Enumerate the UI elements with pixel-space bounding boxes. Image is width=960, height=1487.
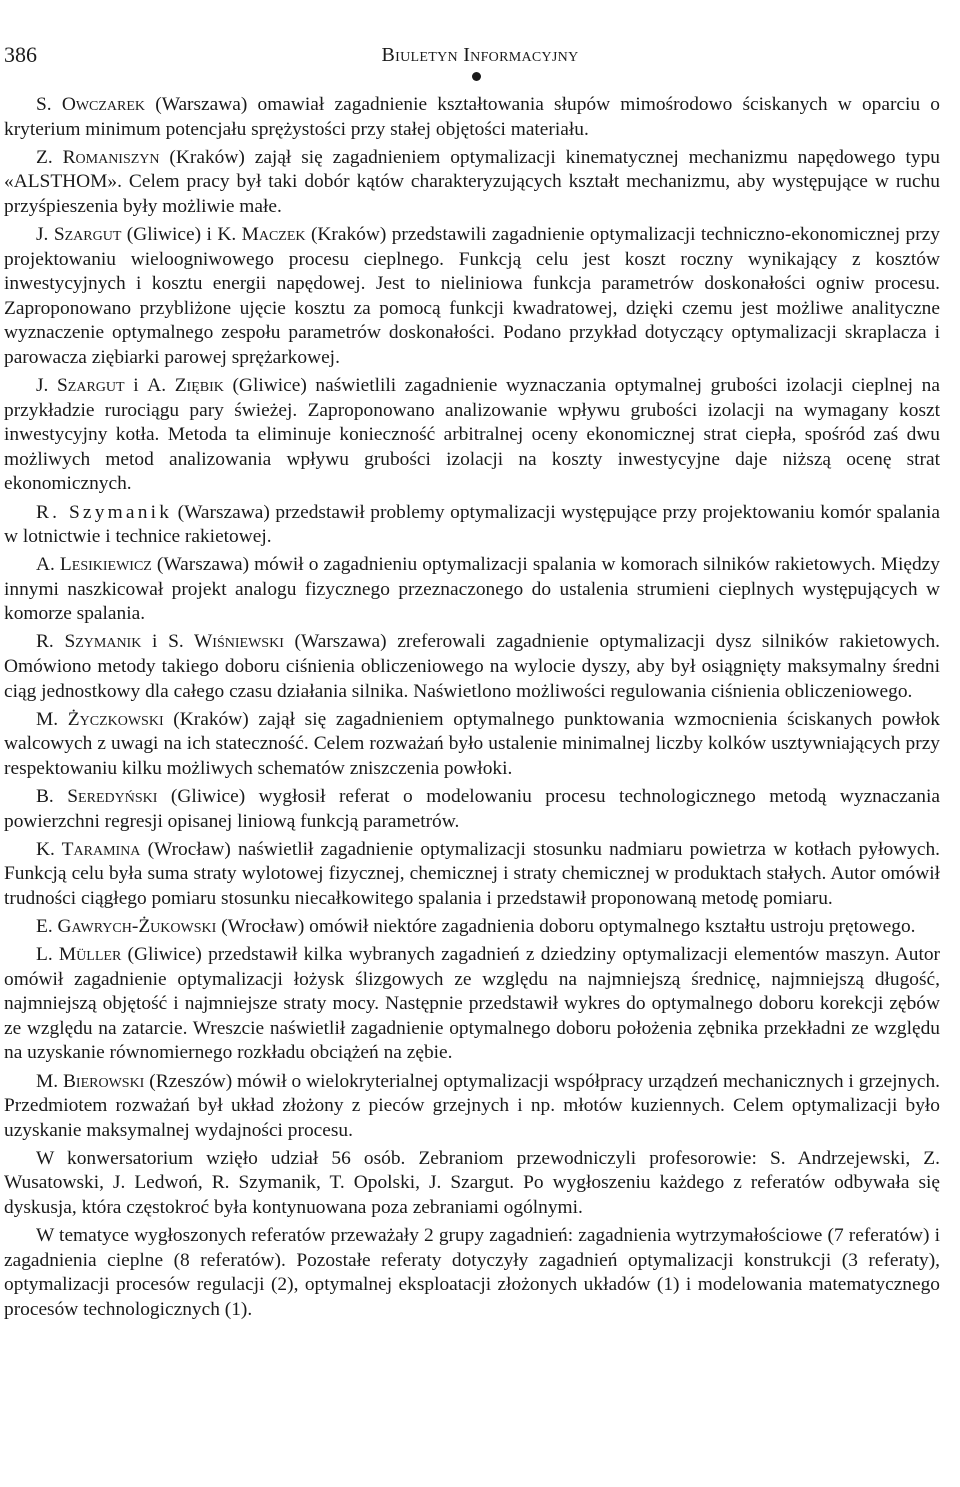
author-name: Z. Romaniszyn (36, 146, 160, 168)
paragraph (4, 223, 940, 371)
section-bullet-icon (472, 72, 481, 81)
paragraph-text: (Rzeszów) mówił o wielokryterialnej optymalizacji współpracy urządzeń mechanicznych i grzejnych. Przedmiotem rozważań był układ złożony z pieców grzejnych i np. młotów kuziennych. Celem optymalizacji było uzyskanie maksymalnej wydajności procesu. (4, 1070, 941, 1141)
paragraph (4, 708, 940, 782)
paragraph-text: (Warszawa) zreferowali zagadnienie optymalizacji dysz silników rakietowych. Omówiono metody takiego doboru ciśnienia obliczeniowego na wylocie dyszy, aby był osiągnięty maksymalny średni ciąg jednostkowy dla całego czasu działania silnika. Naświetlono możliwości regulowania ciśnienia obliczeniowego. (4, 631, 940, 702)
paragraph-text: (Kraków) przedstawili zagadnienie optymalizacji techniczno-ekonomicznej przy projektowaniu wieloogniwowego procesu cieplnego. Funkcją celu jest koszt roczny wynikający z kosztów inwestycyjnych i kosztu energii napędowej. Jest to nieliniowa funkcja parametrów doskonałości ogniw procesu. Zaproponowano przybliżone ujęcie kosztu za pomocą funkcji kwadratowej, dzięki czemu jest możliwe analityczne wyznaczenie optymalnego zespołu parametrów doskonałości. Podano przykład dotyczący optymalizacji skraplacza i parowacza ziębiarki parowej sprężarkowej. (4, 223, 940, 368)
connector-text: i (141, 631, 169, 653)
author-name: A. Ziębik (147, 375, 224, 397)
author-name: A. Lesikiewicz (36, 554, 152, 576)
paragraph-text: W tematyce wygłoszonych referatów przeważały 2 grupy zagadnień: zagadnienia wytrzymałościowe (7 referatów) i zagadnienia cieplne (8 referatów). Pozostałe referaty dotyczyły zagadnień optymalizacji konstrukcji (3 referaty), optymalizacji procesów regulacji (2), optymalnej eksploatacji złożonych układów (1) i modelowania matematycznego procesów technologicznych (1). (4, 1225, 940, 1320)
paragraph-text: (Kraków) zajął się zagadnieniem optymalizacji kinematycznej mechanizmu napędowego typu «ALSTHOM». Celem pracy był taki dobór kątów charakteryzujących kształt mechanizmu, aby występujące w ruchu przyśpieszenia były możliwie małe. (4, 146, 940, 217)
author-name: M. Bierowski (36, 1070, 145, 1092)
author-name: R. Szymanik (36, 631, 142, 653)
connector-text: i (124, 375, 148, 397)
paragraph (4, 1224, 940, 1322)
author-name: S. Owczarek (36, 94, 146, 115)
paragraph-text: (Wrocław) omówił niektóre zagadnienia doboru optymalnego kształtu ustroju prętowego. (216, 916, 916, 937)
paragraph-text: (Warszawa) przedstawił problemy optymalizacji występujące przy projektowaniu komór spalania w lotnictwie i technice rakietowej. (4, 501, 940, 548)
paragraph (4, 785, 940, 834)
page-number: 386 (4, 42, 37, 67)
author-name: E. Gawrych-Żukowski (36, 916, 217, 937)
paragraph (4, 630, 940, 704)
author-name: B. Seredyński (36, 786, 158, 808)
author-name: J. Szargut (36, 223, 122, 245)
paragraph (4, 374, 940, 497)
author-name: S. Wiśniewski (168, 631, 284, 653)
paragraph-text: W konwersatorium wzięło udział 56 osób. Zebraniom przewodniczyli profesorowie: S. Andrzejewski, Z. Wusatowski, J. Ledwoń, R. Szymanik, T. Opolski, J. Szargut. Po wygłoszeniu każdego z referatów odbywała się dyskusja, która częstokroć była kontynuowana poza zebraniami ogólnymi. (4, 1147, 940, 1219)
paragraph (4, 943, 940, 1066)
author-name: R. Szymanik (36, 501, 173, 523)
author-name: K. Taramina (36, 838, 141, 860)
paragraph (4, 501, 940, 550)
paragraph-text: (Kraków) zajął się zagadnieniem optymalnego punktowania wzmocnienia ściskanych powłok walcowych z uwagi na ich stateczność. Celem rozważań było ustalenie minimalnej liczby kolków usztywniających przy respektowaniu kilku możliwych schematów zniszczenia powłoki. (4, 708, 941, 779)
author-name: K. Maczek (217, 223, 306, 245)
paragraph (4, 146, 940, 220)
paragraph (4, 1070, 940, 1144)
paragraph-text: (Gliwice) przedstawił kilka wybranych zagadnień z dziedziny optymalizacji elementów maszyn. Autor omówił zagadnienie optymalizacji łożysk ślizgowych ze względu na najmniejszą średnicę, najmniejszą długość, najmniejszą objętość i najmniejsze straty mocy. Następnie przedstawił wykres do optymalnego doboru korekcji zębów ze względu na zatarcie. Wreszcie naświetlił zagadnienie optymalnego doboru położenia zębnika przekładni ze względu na uzyskanie równomiernego rozkładu obciążeń na zębie. (4, 944, 940, 1064)
paragraph (4, 1147, 940, 1221)
connector-text: (Gliwice) i (121, 223, 218, 245)
paragraph (4, 915, 940, 940)
paragraph-text: (Warszawa) mówił o zagadnieniu optymalizacji spalania w komorach silników rakietowych. Między innymi naszkicował projekt analogu fizycznego przeznaczonego do ustalenia strumieni cieplnych występujących w komorze spalania. (4, 554, 940, 625)
paragraph-text: (Wrocław) naświetlił zagadnienie optymalizacji stosunku nadmiaru powietrza w kotłach pyłowych. Funkcją celu była suma straty wylotowej fizycznej, chemicznej i straty chemicznej w produktach stałych. Autor omówił trudności ciągłego pomiaru stosunku niecałkowitego spalania i przedstawił proponowaną metodę pomiaru. (4, 838, 940, 909)
paragraph (4, 93, 940, 142)
author-name: L. Müller (36, 944, 122, 966)
paragraph-text: (Gliwice) naświetlili zagadnienie wyznaczania optymalnej grubości izolacji cieplnej na przykładzie rurociągu pary świeżej. Zaproponowano analizowanie wpływu grubości izolacji na wymagany koszt inwestycyjny kotła. Metoda ta eliminuje konieczność arbitralnej oceny ekonomicznej strat ciepła, spośród zaś dwu możliwych metod analizowania wpływu grubości izolacji na koszty inwestycyjne daje niższą ocenę strat ekonomicznych. (4, 375, 940, 495)
paragraph (4, 838, 940, 912)
author-name: M. Życzkowski (36, 708, 164, 730)
body-text (4, 93, 940, 1326)
page-header (0, 40, 960, 70)
author-name: J. Szargut (36, 375, 125, 397)
paragraph (4, 553, 940, 627)
running-title: Biuletyn Informacyjny (381, 44, 579, 66)
paragraph-text: (Gliwice) wygłosił referat o modelowaniu procesu technologicznego metodą wyznaczania powierzchni regresji opisanej liniową funkcją parametrów. (4, 786, 940, 832)
paragraph-text: (Warszawa) omawiał zagadnienie kształtowania słupów mimośrodowo ściskanych w oparciu o kryterium minimum potencjału sprężystości przy stałej objętości materiału. (4, 94, 940, 140)
